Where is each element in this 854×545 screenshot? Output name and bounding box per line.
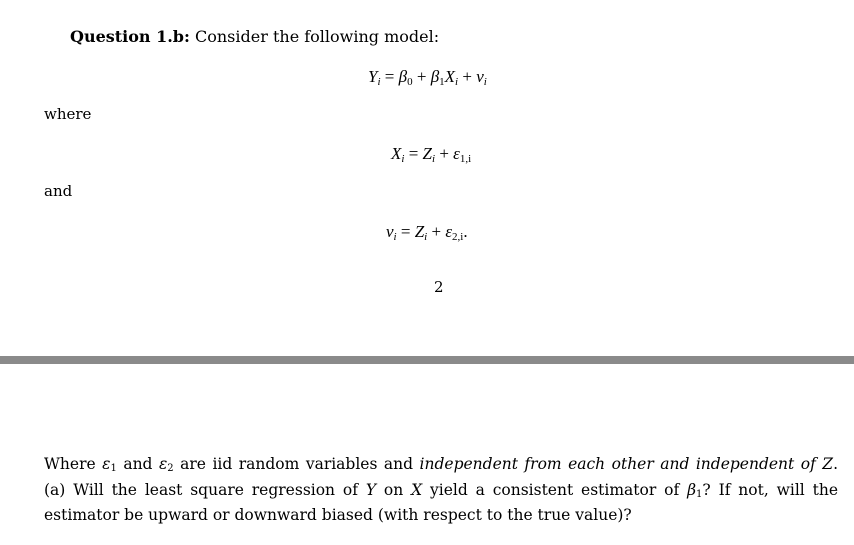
question-paragraph: Where $\varepsilon_1$ and $\varepsilon_2$ are iid random variables and independent from each other and independent of Z. (a) Will the least square regression of Y on X yield a consistent estimator of $\beta_1$? If not, will the estimator be upward or downward biased (with respect to the true value)? xyxy=(44,455,838,524)
question-text: Consider the following model: xyxy=(195,27,440,46)
question-heading xyxy=(70,27,439,46)
equation-x-definition: $X_i = Z_i + \varepsilon_{1,i}$ xyxy=(391,144,472,165)
question-label: Question 1.b: xyxy=(70,27,190,46)
label-where: where xyxy=(44,105,92,123)
equation-v-definition: $v_i = Z_i + \varepsilon_{2,i}$. xyxy=(386,222,468,243)
italic-phrase: independent from each other and independent of Z xyxy=(419,455,834,473)
page-number: 2 xyxy=(434,278,444,296)
page-divider xyxy=(0,356,854,364)
label-and: and xyxy=(44,182,73,200)
equation-model: $Y_i = \beta_0 + \beta_1X_i + v_i$ xyxy=(368,67,487,88)
